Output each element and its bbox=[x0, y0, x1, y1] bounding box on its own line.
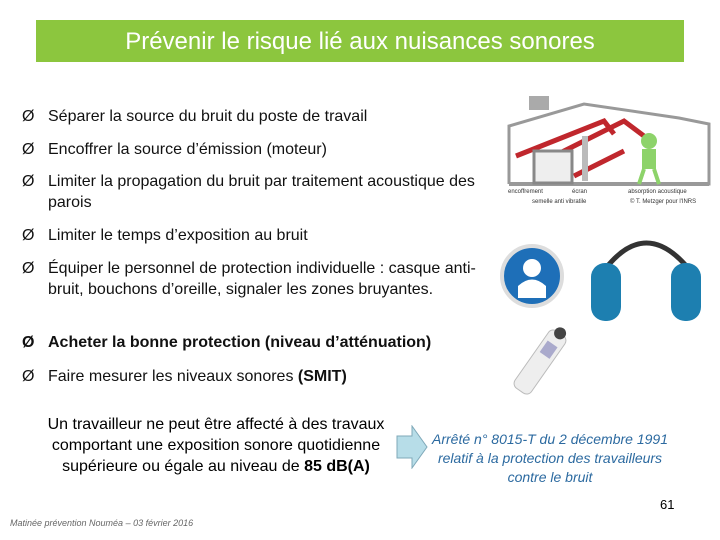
sound-level-meter-icon bbox=[500, 322, 580, 402]
bullet-text: Limiter la propagation du bruit par traitement acoustique des parois bbox=[48, 173, 475, 211]
footer: Matinée prévention Nouméa – 03 février 2016 bbox=[10, 518, 194, 528]
slide-title: Prévenir le risque lié aux nuisances sonores bbox=[36, 20, 684, 62]
arrow-icon: Ø bbox=[22, 108, 35, 125]
bullet-bold: (SMIT) bbox=[297, 368, 347, 385]
arrow-icon: Ø bbox=[22, 368, 35, 385]
regulation-note bbox=[44, 414, 388, 477]
bullet bbox=[22, 171, 502, 213]
arrow-icon: Ø bbox=[22, 227, 35, 244]
bullet bbox=[22, 139, 422, 160]
bullet bbox=[22, 366, 422, 387]
diagram-label: © T. Metzger pour l'INRS bbox=[630, 199, 697, 205]
note-bold: 85 dB(A) bbox=[304, 458, 370, 475]
bullet bbox=[22, 258, 497, 300]
bullet-text: Limiter le temps d’exposition au bruit bbox=[48, 227, 308, 244]
bullet-text: Séparer la source du bruit du poste de travail bbox=[48, 108, 368, 125]
arrow-right-icon bbox=[396, 425, 428, 469]
ear-protection-illustration bbox=[496, 228, 706, 328]
bullet-text: Encoffrer la source d’émission (moteur) bbox=[48, 141, 327, 158]
diagram-label: absorption acoustique bbox=[628, 189, 687, 195]
bullet bbox=[22, 106, 422, 127]
bullet-text: Acheter la bonne protection (niveau d’atténuation) bbox=[48, 334, 432, 351]
diagram-label: écran bbox=[572, 189, 588, 195]
bullet bbox=[22, 225, 422, 246]
arrow-icon: Ø bbox=[22, 141, 35, 158]
diagram-label: encoffrement bbox=[508, 189, 543, 195]
bullet-text: Équiper le personnel de protection individuelle : casque anti-bruit, bouchons d’oreille, signaler les zones bruyantes. bbox=[48, 260, 476, 298]
page-number: 61 bbox=[660, 497, 675, 512]
diagram-label: semelle anti vibratile bbox=[532, 199, 587, 205]
arrow-icon: Ø bbox=[22, 173, 35, 190]
bullet bbox=[22, 332, 502, 353]
arrow-icon: Ø bbox=[22, 334, 35, 351]
legal-reference: Arrêté n° 8015-T du 2 décembre 1991 relatif à la protection des travailleurs contre le bruit bbox=[432, 431, 668, 485]
bullet-text: Faire mesurer les niveaux sonores bbox=[48, 368, 298, 385]
note-text: Un travailleur ne peut être affecté à des travaux comportant une exposition sonore quotidienne supérieure ou égale au niveau de bbox=[47, 416, 385, 475]
arrow-icon: Ø bbox=[22, 260, 35, 277]
